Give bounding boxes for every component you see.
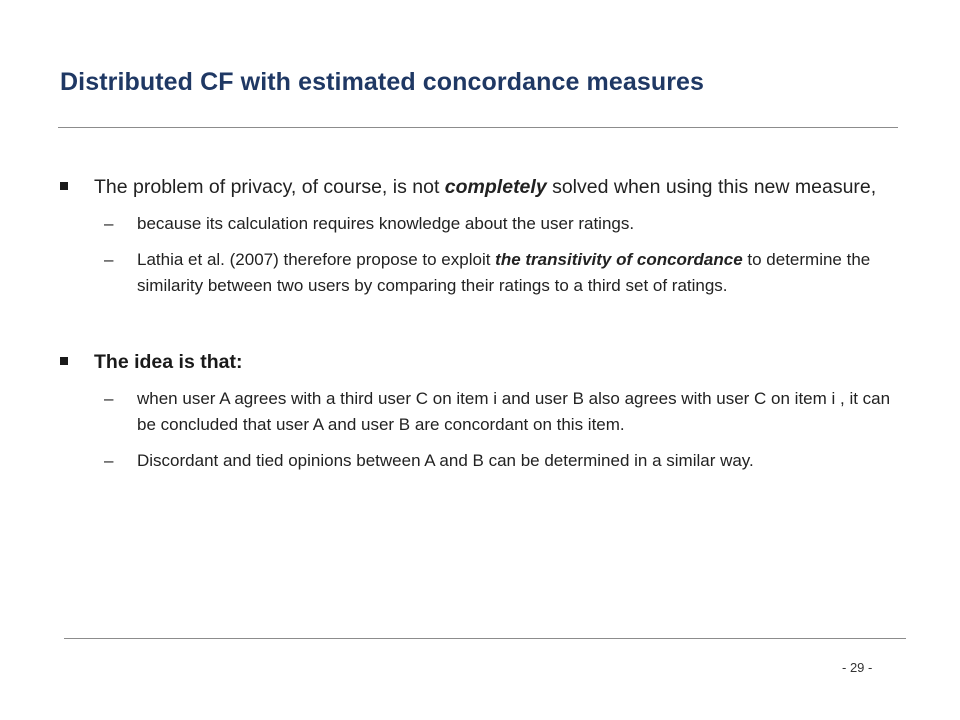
bullet-privacy [60,174,910,201]
square-bullet-icon [60,182,68,190]
sub-item-text-part: to determine the similarity between two users by comparing their ratings to a third set of ratings. [137,250,871,295]
sub-item-text: because its calculation requires knowledge about the user ratings. [137,214,635,233]
sub-item-text-part: Lathia et al. (2007) therefore propose to exploit [137,250,496,269]
dash-marker: – [104,389,114,408]
bullet-text-part: The problem of privacy, of course, is not [94,176,445,198]
bullet-text-part: solved when using this new measure, [546,176,877,198]
title-divider [58,127,898,128]
square-bullet-icon [60,357,68,365]
sub-item-lathia [60,247,910,299]
slide-title: Distributed CF with estimated concordance measures [60,68,705,96]
dash-marker: – [104,214,114,233]
sub-item-text: when user A agrees with a third user C on item i and user B also agrees with user C on item i , it can be concluded that user A and user B are concordant on this item. [137,389,891,434]
sub-item-text: Discordant and tied opinions between A and B can be determined in a similar way. [137,451,754,470]
page-number: - 29 - [842,660,873,675]
sub-item-discordant [60,448,910,474]
slide-body [60,174,910,474]
sub-item-agreement [60,386,910,438]
dash-marker: – [104,250,114,269]
bullet-emphasis: completely [444,176,547,198]
bullet-text: The idea is that: [94,351,243,373]
sub-item-calculation [60,211,910,237]
bullet-idea [60,349,910,376]
dash-marker: – [104,451,114,470]
footer-divider [64,638,906,639]
sub-item-emphasis: the transitivity of concordance [495,250,743,269]
